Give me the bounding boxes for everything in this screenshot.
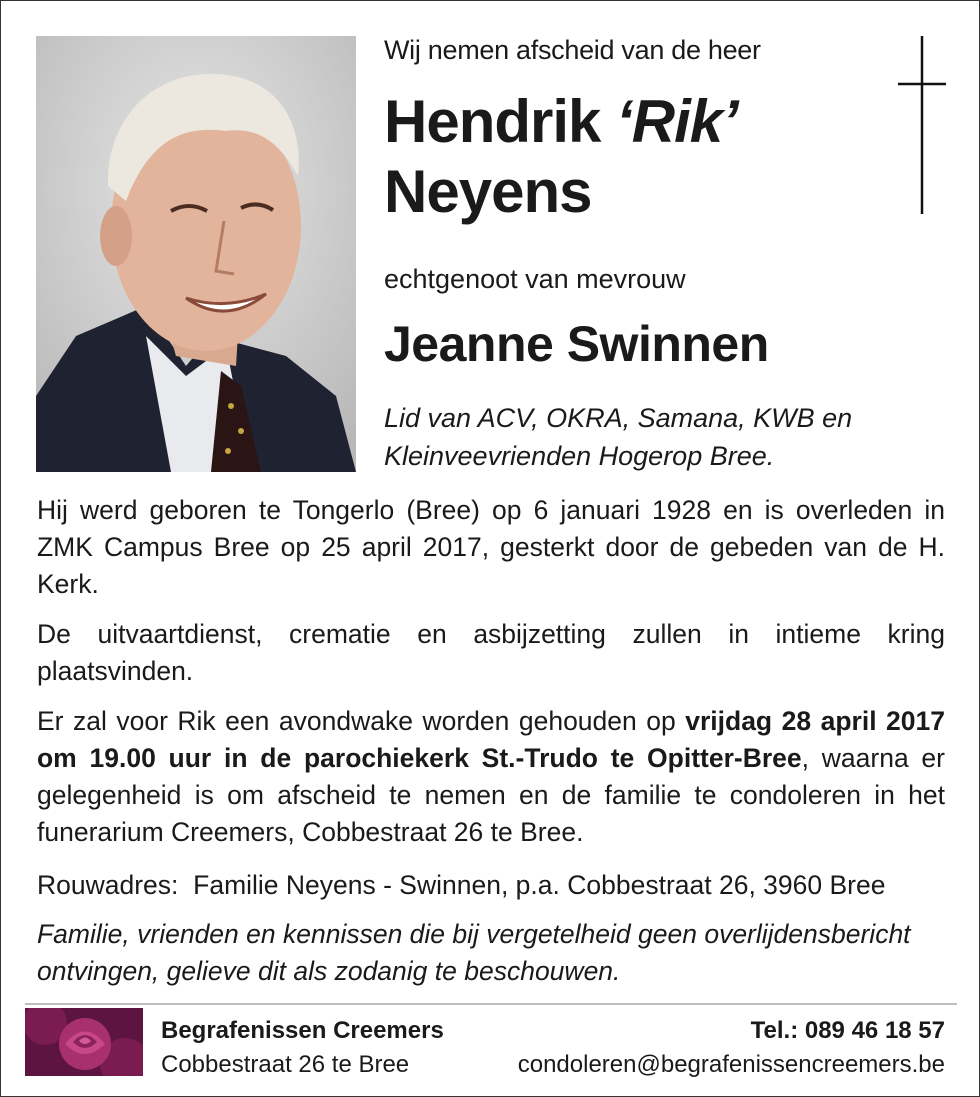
birth-death-paragraph: Hij werd geboren te Tongerlo (Bree) op 6 januari 1928 en is overleden in ZMK Campus Bree op 25 april 2017, gesterkt door de gebeden van de H. Kerk. <box>37 495 945 599</box>
wake-text-pre: Er zal voor Rik een avondwake worden gehouden op <box>37 706 686 736</box>
funeral-paragraph: De uitvaartdienst, crematie en asbijzetting zullen in intieme kring plaatsvinden. <box>37 619 945 686</box>
company-name: Begrafenissen Creemers <box>161 1017 444 1044</box>
closing-note: Familie, vrienden en kennissen die bij vergetelheid geen overlijdensbericht ontvingen, gelieve dit als zodanig te beschouwen. <box>37 919 911 986</box>
wake-text-post: , waarna er gelegenheid is om afscheid te nemen en de familie te condoleren in het funerarium Creemers, Cobbestraat 26 te Bree. <box>37 743 945 847</box>
spouse-name: Jeanne Swinnen <box>384 316 769 372</box>
deceased-name <box>384 87 738 227</box>
address-value: Familie Neyens - Swinnen, p.a. Cobbestraat 26, 3960 Bree <box>193 870 886 900</box>
intro-line: Wij nemen afscheid van de heer <box>384 35 761 65</box>
nickname: ‘Rik’ <box>616 88 738 155</box>
company-phone: Tel.: 089 46 18 57 <box>750 1017 945 1044</box>
memberships: Lid van ACV, OKRA, Samana, KWB en Kleinveevrienden Hogerop Bree. <box>384 403 853 471</box>
cross-icon <box>896 36 948 214</box>
address-label: Rouwadres: <box>37 870 179 900</box>
footer-divider <box>25 1003 957 1005</box>
company-email[interactable]: condoleren@begrafenissencreemers.be <box>517 1051 945 1078</box>
portrait-photo <box>36 36 356 472</box>
rose-image <box>25 1008 143 1076</box>
wake-paragraph <box>37 703 945 851</box>
mourning-address <box>37 867 945 904</box>
spouse-intro: echtgenoot van mevrouw <box>384 264 686 294</box>
last-name: Neyens <box>384 158 592 225</box>
first-name: Hendrik <box>384 88 601 155</box>
wake-date-location: vrijdag 28 april 2017 om 19.00 uur in de parochiekerk St.-Trudo te Opitter-Bree <box>37 706 945 773</box>
company-street: Cobbestraat 26 te Bree <box>161 1051 410 1078</box>
